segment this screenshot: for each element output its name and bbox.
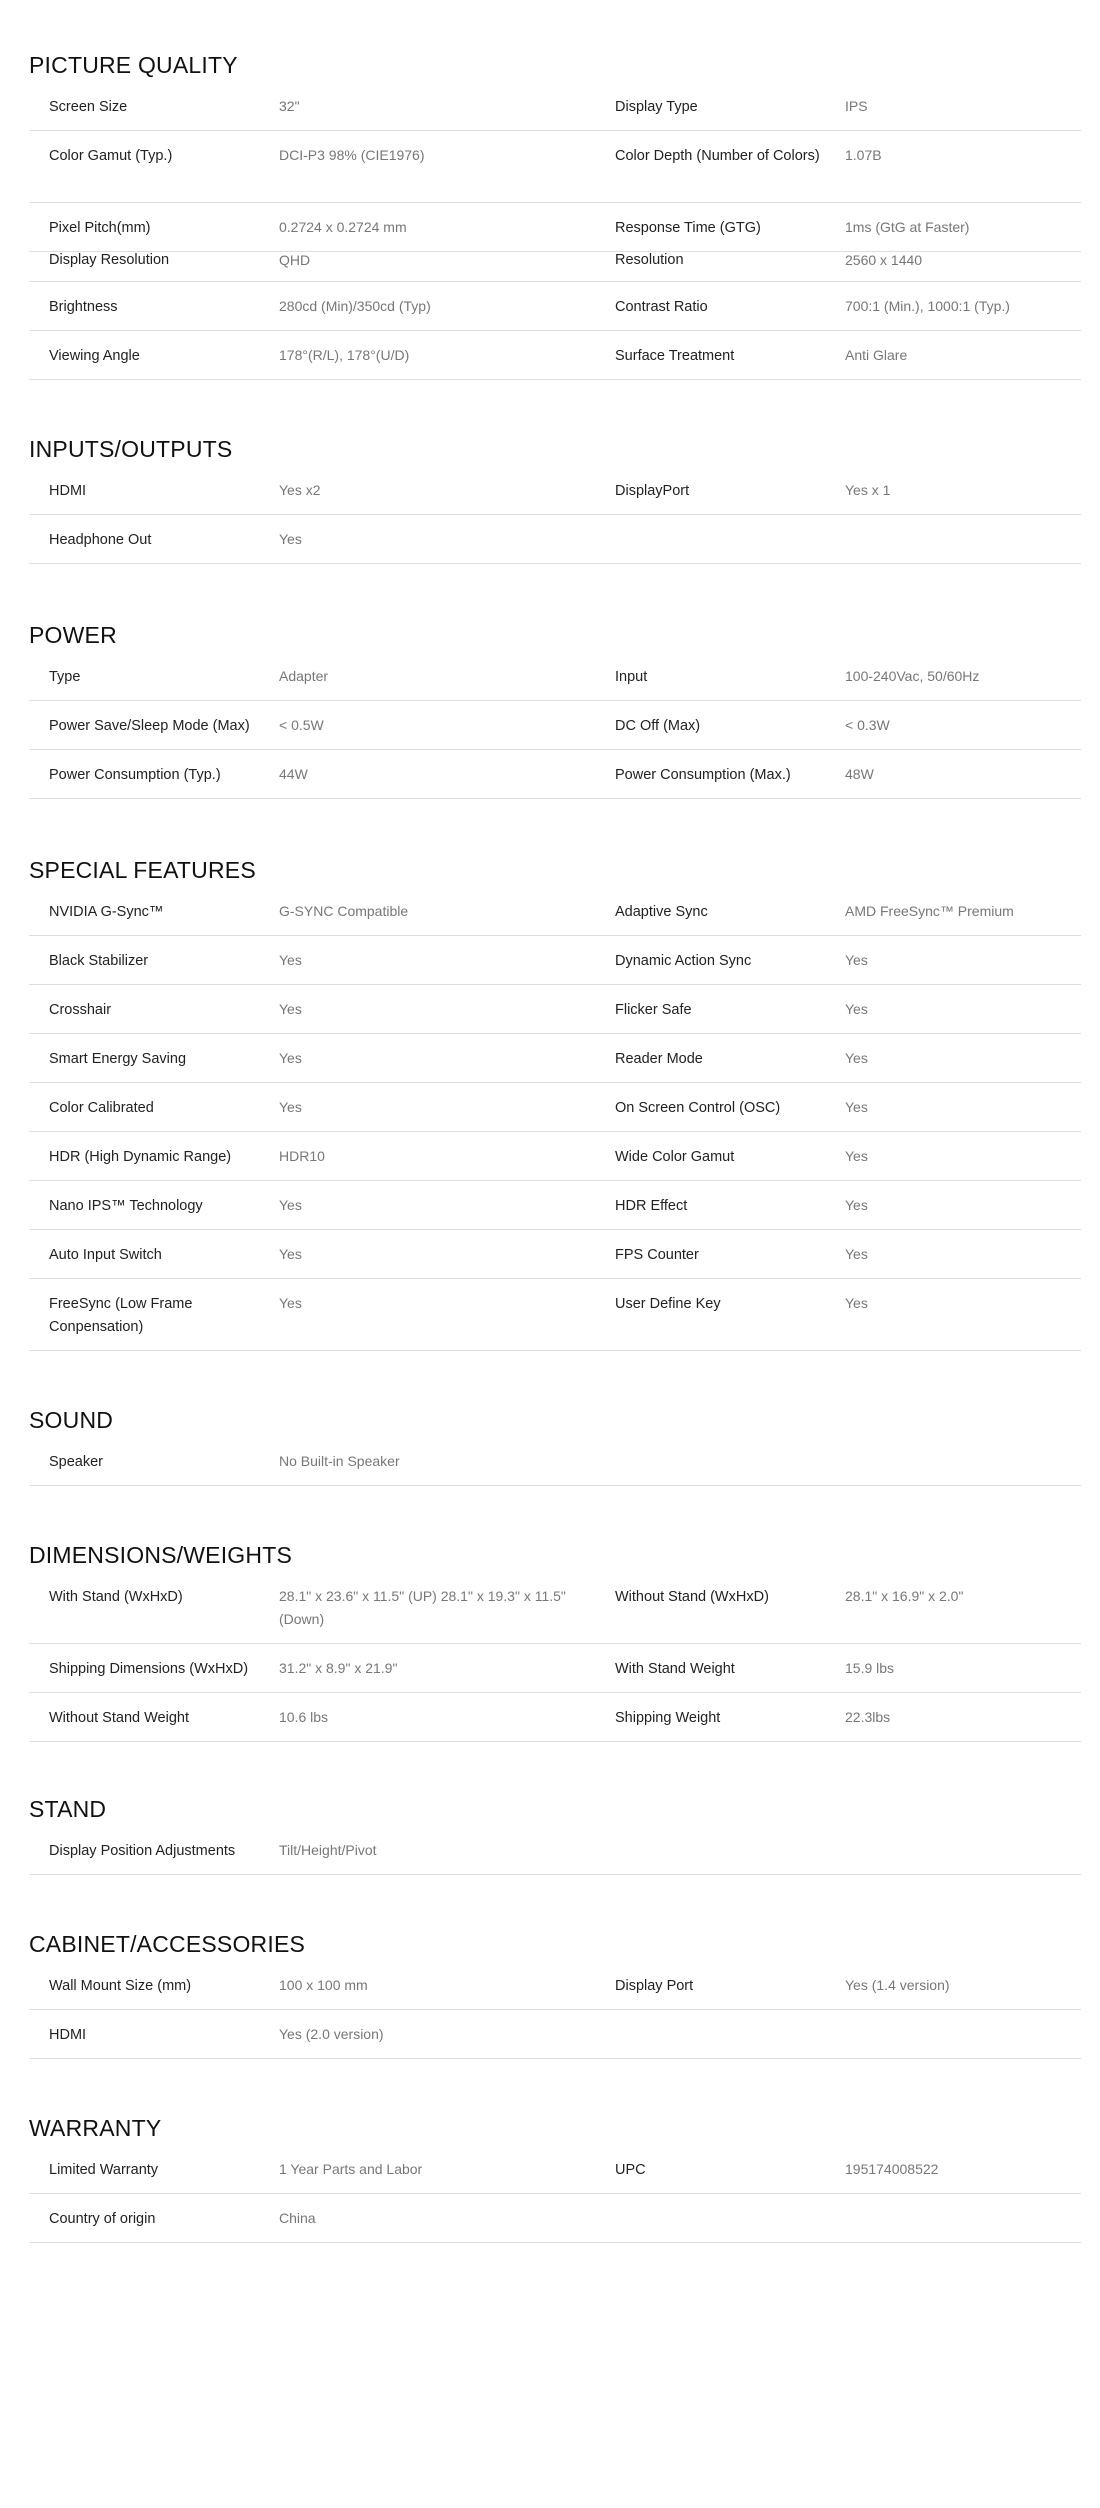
spec-row	[29, 887, 1081, 936]
spec-pair	[29, 2194, 605, 2242]
spec-pair	[29, 1279, 605, 1350]
spec-value: 2560 x 1440	[845, 252, 923, 268]
spec-value: Yes	[279, 1295, 302, 1311]
spec-pair	[605, 887, 1081, 935]
spec-label: Screen Size	[49, 99, 128, 115]
section-title: DIMENSIONS/WEIGHTS	[29, 1542, 293, 1568]
spec-row	[29, 985, 1081, 1034]
spec-value: 44W	[279, 766, 308, 782]
spec-value: Yes	[845, 1295, 868, 1311]
spec-pair	[29, 1693, 605, 1741]
spec-pair	[29, 1132, 605, 1180]
spec-value: Yes	[845, 1197, 868, 1213]
spec-pair	[29, 1034, 605, 1082]
spec-label: Display Port	[615, 1978, 694, 1994]
spec-pair	[605, 1181, 1081, 1229]
spec-value: HDR10	[279, 1148, 325, 1164]
spec-label: Without Stand Weight	[49, 1710, 189, 1726]
spec-pair	[605, 466, 1081, 514]
spec-label: Surface Treatment	[615, 348, 735, 364]
spec-value: 1 Year Parts and Labor	[279, 2161, 423, 2177]
spec-pair	[605, 750, 1081, 798]
spec-value: Yes	[279, 1197, 302, 1213]
spec-label: With Stand Weight	[615, 1661, 735, 1677]
spec-pair	[29, 985, 605, 1033]
spec-value: 22.3lbs	[845, 1709, 891, 1725]
spec-label: Power Save/Sleep Mode (Max)	[49, 718, 250, 734]
spec-value: Yes	[845, 952, 868, 968]
spec-pair	[29, 282, 605, 330]
spec-label: Auto Input Switch	[49, 1247, 162, 1263]
spec-row	[29, 1230, 1081, 1279]
spec-row	[29, 936, 1081, 985]
spec-label: DC Off (Max)	[615, 718, 701, 734]
spec-pair	[29, 887, 605, 935]
spec-pair	[605, 652, 1081, 700]
spec-pair	[29, 2010, 605, 2058]
spec-label: Color Calibrated	[49, 1100, 154, 1116]
spec-row	[29, 515, 1081, 564]
section-title: SPECIAL FEATURES	[29, 857, 256, 883]
spec-label: FreeSync (Low Frame Conpensation)	[49, 1296, 193, 1335]
spec-label: Reader Mode	[615, 1051, 703, 1067]
spec-pair	[29, 131, 605, 202]
spec-pair	[605, 1083, 1081, 1131]
spec-label: Limited Warranty	[49, 2162, 159, 2178]
spec-pair	[605, 985, 1081, 1033]
spec-pair	[29, 252, 605, 281]
spec-pair	[605, 331, 1081, 379]
spec-label: Viewing Angle	[49, 348, 140, 364]
spec-value: 28.1" x 23.6" x 11.5" (UP) 28.1" x 19.3" x 11.5"(Down)	[279, 1588, 566, 1627]
spec-pair	[605, 1572, 1081, 1643]
spec-label: FPS Counter	[615, 1247, 699, 1263]
spec-row	[29, 2010, 1081, 2059]
spec-value: Yes (1.4 version)	[845, 1977, 950, 1993]
spec-row	[29, 1437, 1081, 1486]
spec-row	[29, 1644, 1081, 1693]
spec-pair	[605, 131, 1081, 202]
spec-row	[29, 652, 1081, 701]
spec-pair	[29, 203, 605, 251]
spec-pair	[605, 252, 1081, 281]
spec-row	[29, 131, 1081, 203]
spec-pair	[29, 1961, 605, 2009]
spec-value: Yes	[279, 1246, 302, 1262]
spec-value: Yes	[845, 1001, 868, 1017]
spec-pair	[605, 82, 1081, 130]
spec-row	[29, 1034, 1081, 1083]
spec-pair	[29, 1572, 605, 1643]
spec-section	[29, 1766, 1081, 1875]
spec-row	[29, 2194, 1081, 2243]
spec-label: Shipping Dimensions (WxHxD)	[49, 1661, 249, 1677]
spec-row	[29, 282, 1081, 331]
spec-row	[29, 1826, 1081, 1875]
spec-pair	[29, 1181, 605, 1229]
spec-sheet	[29, 22, 1081, 2269]
spec-section	[29, 592, 1081, 799]
spec-label: Nano IPS™ Technology	[49, 1198, 203, 1214]
spec-label: Headphone Out	[49, 532, 152, 548]
spec-label: Brightness	[49, 299, 118, 315]
spec-label: With Stand (WxHxD)	[49, 1589, 183, 1605]
spec-value: 28.1" x 16.9" x 2.0"	[845, 1588, 964, 1604]
spec-label: Display Position Adjustments	[49, 1843, 236, 1859]
spec-section	[29, 1512, 1081, 1742]
spec-value: QHD	[279, 252, 311, 268]
spec-label: Contrast Ratio	[615, 299, 708, 315]
spec-value: < 0.5W	[279, 717, 324, 733]
spec-value: 1.07B	[845, 147, 882, 163]
spec-row	[29, 1083, 1081, 1132]
spec-label: Wall Mount Size (mm)	[49, 1978, 192, 1994]
spec-value: 48W	[845, 766, 874, 782]
spec-value: 0.2724 x 0.2724 mm	[279, 219, 407, 235]
spec-value: G-SYNC Compatible	[279, 903, 409, 919]
spec-value: DCI-P3 98% (CIE1976)	[279, 147, 425, 163]
spec-value: 100 x 100 mm	[279, 1977, 368, 1993]
spec-value: 700:1 (Min.), 1000:1 (Typ.)	[845, 298, 1010, 314]
spec-pair	[29, 1826, 605, 1874]
spec-pair	[605, 2145, 1081, 2193]
spec-pair	[29, 2145, 605, 2193]
spec-label: Adaptive Sync	[615, 904, 708, 920]
spec-pair	[29, 1644, 605, 1692]
spec-pair	[605, 1961, 1081, 2009]
spec-label: NVIDIA G-Sync™	[49, 904, 164, 920]
spec-label: HDR Effect	[615, 1198, 688, 1214]
spec-pair	[605, 936, 1081, 984]
section-title: CABINET/ACCESSORIES	[29, 1931, 306, 1957]
spec-value: 1ms (GtG at Faster)	[845, 219, 970, 235]
section-title: INPUTS/OUTPUTS	[29, 436, 233, 462]
spec-label: Color Depth (Number of Colors)	[615, 148, 820, 164]
spec-label: HDMI	[49, 2027, 87, 2043]
spec-pair	[605, 1644, 1081, 1692]
spec-pair	[29, 82, 605, 130]
spec-row	[29, 331, 1081, 380]
spec-value: 195174008522	[845, 2161, 939, 2177]
spec-value: 31.2" x 8.9" x 21.9"	[279, 1660, 398, 1676]
spec-pair	[29, 466, 605, 514]
spec-section	[29, 827, 1081, 1351]
spec-value: Anti Glare	[845, 347, 908, 363]
section-title: WARRANTY	[29, 2115, 162, 2141]
spec-pair	[29, 750, 605, 798]
spec-label: Country of origin	[49, 2211, 156, 2227]
spec-row	[29, 2145, 1081, 2194]
spec-label: Response Time (GTG)	[615, 220, 761, 236]
spec-label: HDR (High Dynamic Range)	[49, 1149, 232, 1165]
spec-label: Pixel Pitch(mm)	[49, 220, 151, 236]
spec-pair	[605, 1034, 1081, 1082]
spec-pair	[605, 701, 1081, 749]
spec-label: Dynamic Action Sync	[615, 953, 752, 969]
spec-row	[29, 203, 1081, 252]
spec-value: Tilt/Height/Pivot	[279, 1842, 377, 1858]
spec-value: 280cd (Min)/350cd (Typ)	[279, 298, 431, 314]
spec-label: HDMI	[49, 483, 87, 499]
spec-label: Black Stabilizer	[49, 953, 149, 969]
spec-section	[29, 406, 1081, 564]
spec-value: IPS	[845, 98, 868, 114]
spec-pair	[29, 331, 605, 379]
spec-row	[29, 82, 1081, 131]
spec-row	[29, 1279, 1081, 1351]
section-title: SOUND	[29, 1407, 114, 1433]
spec-pair	[29, 701, 605, 749]
spec-label: Without Stand (WxHxD)	[615, 1589, 769, 1605]
spec-value: 178°(R/L), 178°(U/D)	[279, 347, 410, 363]
spec-label: DisplayPort	[615, 483, 690, 499]
spec-label: Shipping Weight	[615, 1710, 721, 1726]
spec-section	[29, 2085, 1081, 2243]
spec-label: Power Consumption (Typ.)	[49, 767, 221, 783]
spec-row	[29, 701, 1081, 750]
spec-label: On Screen Control (OSC)	[615, 1100, 781, 1116]
spec-label: Power Consumption (Max.)	[615, 767, 791, 783]
spec-label: Type	[49, 669, 81, 685]
spec-value: Yes	[845, 1099, 868, 1115]
spec-value: Yes	[845, 1148, 868, 1164]
spec-pair	[29, 936, 605, 984]
spec-row	[29, 1693, 1081, 1742]
spec-pair	[29, 515, 605, 563]
spec-value: Yes	[279, 1001, 302, 1017]
spec-value: China	[279, 2210, 316, 2226]
spec-label: User Define Key	[615, 1296, 721, 1312]
spec-value: Yes	[279, 952, 302, 968]
spec-value: No Built-in Speaker	[279, 1453, 400, 1469]
spec-value: Yes	[279, 531, 302, 547]
spec-row	[29, 1572, 1081, 1644]
spec-pair	[29, 1437, 605, 1485]
spec-value: Yes x2	[279, 482, 321, 498]
spec-label: Display Resolution	[49, 252, 170, 268]
spec-pair	[605, 1132, 1081, 1180]
spec-label: Color Gamut (Typ.)	[49, 148, 173, 164]
spec-value: Yes	[279, 1099, 302, 1115]
spec-row	[29, 252, 1081, 282]
spec-label: Flicker Safe	[615, 1002, 692, 1018]
spec-row	[29, 1132, 1081, 1181]
spec-pair	[29, 1230, 605, 1278]
spec-value: 100-240Vac, 50/60Hz	[845, 668, 980, 684]
spec-value: < 0.3W	[845, 717, 890, 733]
spec-label: Wide Color Gamut	[615, 1149, 735, 1165]
section-title: PICTURE QUALITY	[29, 52, 238, 78]
spec-label: Smart Energy Saving	[49, 1051, 187, 1067]
spec-row	[29, 750, 1081, 799]
spec-label: Input	[615, 669, 648, 685]
section-title: STAND	[29, 1796, 107, 1822]
spec-row	[29, 466, 1081, 515]
spec-value: 10.6 lbs	[279, 1709, 329, 1725]
spec-value: Yes	[845, 1050, 868, 1066]
spec-label: Display Type	[615, 99, 698, 115]
spec-pair	[29, 652, 605, 700]
spec-pair	[605, 1230, 1081, 1278]
spec-section	[29, 1377, 1081, 1486]
spec-row	[29, 1961, 1081, 2010]
spec-value: Yes (2.0 version)	[279, 2026, 384, 2042]
spec-pair	[605, 203, 1081, 251]
spec-value: Yes	[845, 1246, 868, 1262]
spec-pair	[605, 282, 1081, 330]
spec-pair	[29, 1083, 605, 1131]
spec-label: UPC	[615, 2162, 646, 2178]
spec-label: Resolution	[615, 252, 684, 268]
spec-value: Yes	[279, 1050, 302, 1066]
spec-row	[29, 1181, 1081, 1230]
spec-label: Speaker	[49, 1454, 104, 1470]
spec-value: 32"	[279, 98, 300, 114]
spec-value: 15.9 lbs	[845, 1660, 895, 1676]
spec-pair	[605, 1279, 1081, 1350]
spec-section	[29, 22, 1081, 380]
section-title: POWER	[29, 622, 117, 648]
spec-value: Yes x 1	[845, 482, 891, 498]
spec-pair	[605, 1693, 1081, 1741]
spec-value: Adapter	[279, 668, 329, 684]
spec-section	[29, 1901, 1081, 2059]
spec-label: Crosshair	[49, 1002, 112, 1018]
spec-value: AMD FreeSync™ Premium	[845, 903, 1014, 919]
